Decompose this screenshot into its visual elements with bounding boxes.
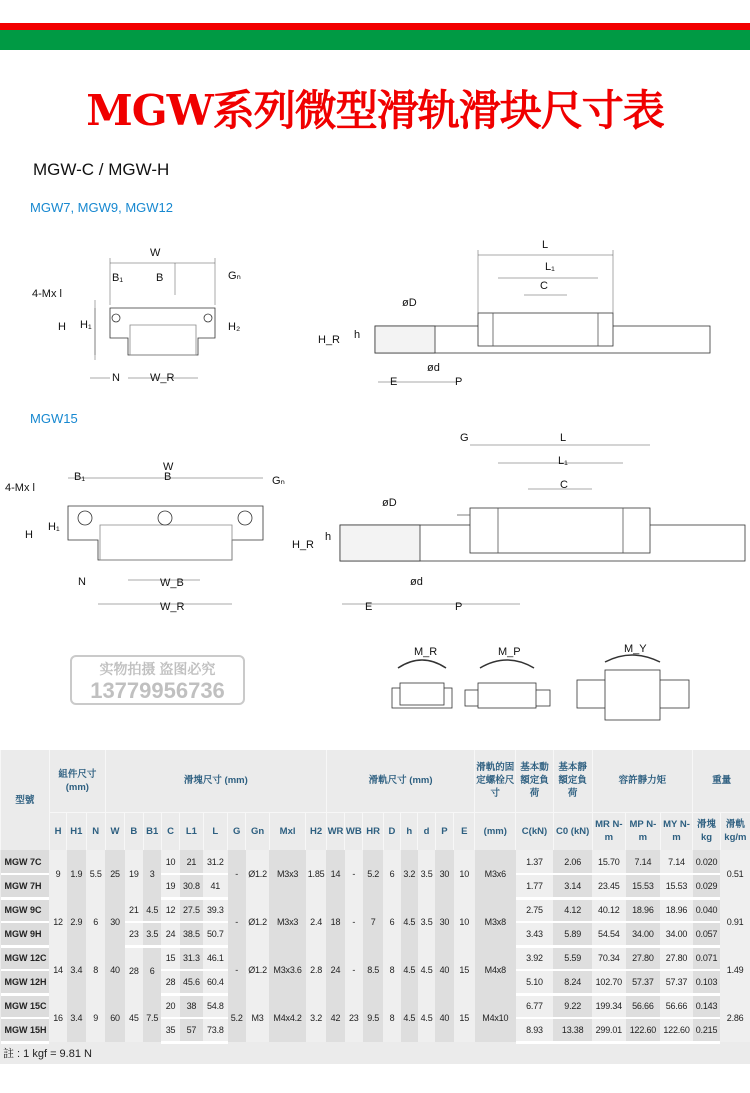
value-cell: 38.5 (180, 922, 203, 946)
value-cell: 30 (435, 850, 453, 898)
value-cell: M3 (246, 994, 269, 1042)
dimension-label: W (150, 247, 161, 259)
dimension-label: M_R (414, 646, 438, 658)
value-cell: 3.5 (143, 922, 161, 946)
spec-table (0, 750, 750, 1044)
subheader-cell: P (435, 812, 453, 850)
value-cell: 5.89 (553, 922, 592, 946)
dimension-label: H₁ (48, 521, 60, 533)
value-cell: - (228, 946, 246, 994)
dimension-label: G (460, 432, 469, 444)
subheader-cell: L1 (180, 812, 203, 850)
value-cell: 2.8 (306, 946, 326, 994)
value-cell: M4x4.2 (269, 994, 306, 1042)
value-cell: 54.8 (203, 994, 227, 1018)
dimension-label: E (365, 601, 373, 613)
value-cell: 0.143 (693, 994, 720, 1018)
watermark (70, 655, 245, 705)
value-cell: 4.12 (553, 898, 592, 922)
value-cell: 24 (326, 946, 344, 994)
subheader-cell: G (228, 812, 246, 850)
col-stat: 基本靜額定負荷 (553, 750, 592, 812)
value-cell: 0.071 (693, 946, 720, 970)
col-assembly: 組件尺寸 (mm) (49, 750, 105, 812)
model-cell: MGW 9C (1, 898, 50, 922)
value-cell: 3.5 (418, 850, 435, 898)
subheader-cell: H (49, 812, 66, 850)
table-row (1, 898, 750, 922)
drawing-mgw7-front (90, 258, 215, 378)
value-cell: 0.040 (693, 898, 720, 922)
value-cell: 3.92 (516, 946, 554, 970)
value-cell: 34.00 (660, 922, 693, 946)
value-cell: 7.14 (660, 850, 693, 874)
value-cell: 3.2 (401, 850, 418, 898)
dimension-label: L (560, 432, 567, 444)
dimension-label: B₁ (112, 272, 124, 284)
value-cell: 27.5 (180, 898, 203, 922)
subheader-cell: C (161, 812, 179, 850)
value-cell: 122.60 (626, 1018, 661, 1042)
value-cell: 8.93 (516, 1018, 554, 1042)
value-cell: M4x8 (475, 946, 516, 994)
value-cell: 40.12 (592, 898, 626, 922)
value-cell: 12 (49, 898, 66, 946)
value-cell: 0.215 (693, 1018, 720, 1042)
col-block: 滑塊尺寸 (mm) (105, 750, 326, 812)
value-cell: 15.53 (660, 874, 693, 898)
value-cell: 56.66 (660, 994, 693, 1018)
value-cell: 40 (435, 946, 453, 994)
value-cell: 19 (125, 850, 143, 898)
value-cell: 7.14 (626, 850, 661, 874)
value-cell: 0.029 (693, 874, 720, 898)
subheader-cell: H2 (306, 812, 326, 850)
dimension-label: H (25, 529, 33, 541)
dimension-label: M_Y (624, 643, 647, 655)
dimension-label: H (58, 321, 66, 333)
value-cell: 5.2 (363, 850, 383, 898)
dimension-label: h (354, 329, 361, 341)
subheader-cell: B (125, 812, 143, 850)
dimension-label: h (325, 531, 332, 543)
value-cell: Ø1.2 (246, 850, 269, 898)
value-cell: 24 (161, 922, 179, 946)
value-cell: 15.70 (592, 850, 626, 874)
subheader-cell: H1 (67, 812, 86, 850)
value-cell: 1.85 (306, 850, 326, 898)
subheader-cell: B1 (143, 812, 161, 850)
col-model: 型號 (1, 750, 50, 850)
dimension-label: H_R (318, 334, 341, 346)
value-cell: 1.49 (720, 946, 750, 994)
value-cell: 54.54 (592, 922, 626, 946)
dimension-label: Gₙ (272, 475, 285, 487)
dimension-label: Gₙ (228, 270, 241, 282)
dimension-label: P (455, 601, 463, 613)
value-cell: 9.5 (363, 994, 383, 1042)
value-cell: 3.4 (67, 946, 86, 994)
value-cell: M4x10 (475, 994, 516, 1042)
value-cell: 60 (105, 994, 124, 1042)
value-cell: - (345, 946, 363, 994)
unit-note: 註 : 1 kgf = 9.81 N (0, 1044, 750, 1064)
subheader-cell: 滑塊 kg (693, 812, 720, 850)
value-cell: 2.06 (553, 850, 592, 874)
value-cell: 3.2 (306, 994, 326, 1042)
value-cell: 8 (383, 994, 400, 1042)
value-cell: 2.4 (306, 898, 326, 946)
table-row (1, 994, 750, 1018)
value-cell: 0.91 (720, 898, 750, 946)
value-cell: 1.77 (516, 874, 554, 898)
value-cell: 9.22 (553, 994, 592, 1018)
value-cell: 46.1 (203, 946, 227, 970)
value-cell: - (345, 898, 363, 946)
dimension-label: H_R (292, 539, 315, 551)
value-cell: 0.020 (693, 850, 720, 874)
value-cell: 13.38 (553, 1018, 592, 1042)
group-label-15: MGW15 (30, 411, 78, 426)
value-cell: 18 (326, 898, 344, 946)
col-rail: 滑軌尺寸 (mm) (326, 750, 475, 812)
value-cell: 20 (161, 994, 179, 1018)
value-cell: 4.5 (401, 946, 418, 994)
subheader-cell: MP N-m (626, 812, 661, 850)
model-cell: MGW 12C (1, 946, 50, 970)
value-cell: 0.51 (720, 850, 750, 898)
value-cell: 0.103 (693, 970, 720, 994)
dimension-label: C (540, 280, 548, 292)
col-bolt: 滑軌的固定螺栓尺寸 (475, 750, 516, 812)
subheader-cell: WB (345, 812, 363, 850)
value-cell: 30 (435, 898, 453, 946)
model-cell: MGW 15H (1, 1018, 50, 1042)
value-cell: 5.10 (516, 970, 554, 994)
value-cell: 4.5 (418, 994, 435, 1042)
subheader-cell: N (86, 812, 105, 850)
dimension-label: W_R (150, 372, 175, 384)
value-cell: 73.8 (203, 1018, 227, 1042)
value-cell: 31.2 (203, 850, 227, 874)
value-cell: 5.5 (86, 850, 105, 898)
value-cell: 3 (143, 850, 161, 898)
value-cell: 15 (454, 994, 475, 1042)
value-cell: 2.9 (67, 898, 86, 946)
value-cell: 21 (180, 850, 203, 874)
col-dyn: 基本動額定負荷 (516, 750, 554, 812)
dimension-label: L₁ (545, 261, 555, 273)
value-cell: M3x6 (475, 850, 516, 898)
dimension-label: øD (402, 297, 417, 309)
subheader-cell: W (105, 812, 124, 850)
dimension-label: 4-Mx l (32, 288, 62, 300)
value-cell: 4.5 (401, 994, 418, 1042)
value-cell: 6 (383, 850, 400, 898)
value-cell: 70.34 (592, 946, 626, 970)
value-cell: 8.5 (363, 946, 383, 994)
value-cell: 18.96 (626, 898, 661, 922)
value-cell: 8 (383, 946, 400, 994)
value-cell: 12 (161, 898, 179, 922)
series-subtitle: MGW-C / MGW-H (33, 160, 170, 179)
value-cell: 6.77 (516, 994, 554, 1018)
value-cell: 30 (105, 898, 124, 946)
col-weight: 重量 (693, 750, 750, 812)
subheader-cell: h (401, 812, 418, 850)
value-cell: 21 (125, 898, 143, 922)
value-cell: 15.53 (626, 874, 661, 898)
dimension-label: ød (410, 576, 423, 588)
group-label-small: MGW7, MGW9, MGW12 (30, 200, 173, 215)
value-cell: 27.80 (626, 946, 661, 970)
table-row (1, 850, 750, 874)
value-cell: 4.5 (143, 898, 161, 922)
subheader-cell: d (418, 812, 435, 850)
dimension-label: 4-Mx l (5, 482, 35, 494)
value-cell: M3x3.6 (269, 946, 306, 994)
model-cell: MGW 9H (1, 922, 50, 946)
dimension-label: L (542, 239, 549, 251)
dimension-label: øD (382, 497, 397, 509)
dimension-label: M_P (498, 646, 521, 658)
value-cell: 30.8 (180, 874, 203, 898)
value-cell: 23 (125, 922, 143, 946)
subheader-cell: MY N-m (660, 812, 693, 850)
moment-icons (392, 655, 689, 720)
subheader-cell: Mxl (269, 812, 306, 850)
value-cell: 50.7 (203, 922, 227, 946)
value-cell: 23.45 (592, 874, 626, 898)
value-cell: - (228, 898, 246, 946)
subheader-cell: WR (326, 812, 344, 850)
value-cell: 7 (363, 898, 383, 946)
value-cell: 56.66 (626, 994, 661, 1018)
value-cell: - (228, 850, 246, 898)
value-cell: 7.5 (143, 994, 161, 1042)
value-cell: 15 (161, 946, 179, 970)
value-cell: 27.80 (660, 946, 693, 970)
subheader-cell: 滑軌 kg/m (720, 812, 750, 850)
model-cell: MGW 12H (1, 970, 50, 994)
value-cell: 3.14 (553, 874, 592, 898)
drawing-mgw15-side (340, 445, 745, 604)
value-cell: 8.24 (553, 970, 592, 994)
dimension-label: W (163, 461, 174, 473)
dimension-label: C (560, 479, 568, 491)
value-cell: 35 (161, 1018, 179, 1042)
dimension-label: N (112, 372, 120, 384)
value-cell: 45 (125, 994, 143, 1042)
value-cell: - (345, 850, 363, 898)
subheader-cell: L (203, 812, 227, 850)
value-cell: 39.3 (203, 898, 227, 922)
value-cell: 42 (326, 994, 344, 1042)
value-cell: 6 (86, 898, 105, 946)
value-cell: 41 (203, 874, 227, 898)
value-cell: M3x3 (269, 898, 306, 946)
value-cell: 25 (105, 850, 124, 898)
value-cell: 28 (161, 970, 179, 994)
value-cell: Ø1.2 (246, 898, 269, 946)
value-cell: M3x3 (269, 850, 306, 898)
subheader-cell: HR (363, 812, 383, 850)
value-cell: 14 (49, 946, 66, 994)
dimension-label: ød (427, 362, 440, 374)
dimension-label: H₁ (80, 319, 92, 331)
dimension-label: N (78, 576, 86, 588)
value-cell: 6 (143, 946, 161, 994)
value-cell: 3.43 (516, 922, 554, 946)
value-cell: 10 (161, 850, 179, 874)
value-cell: Ø1.2 (246, 946, 269, 994)
value-cell: 28 (125, 946, 143, 994)
value-cell: 18.96 (660, 898, 693, 922)
subheader-cell: C0 (kN) (553, 812, 592, 850)
value-cell: 57 (180, 1018, 203, 1042)
value-cell: 1.37 (516, 850, 554, 874)
subheader-cell: E (454, 812, 475, 850)
value-cell: 1.9 (67, 850, 86, 898)
value-cell: 38 (180, 994, 203, 1018)
model-cell: MGW 7H (1, 874, 50, 898)
subheader-cell: Gn (246, 812, 269, 850)
value-cell: 5.59 (553, 946, 592, 970)
value-cell: 3.5 (418, 898, 435, 946)
value-cell: 9 (49, 850, 66, 898)
value-cell: 0.057 (693, 922, 720, 946)
dimension-label: P (455, 376, 463, 388)
drawing-mgw7-side (375, 250, 710, 382)
value-cell: 199.34 (592, 994, 626, 1018)
col-moment: 容許靜力矩 (592, 750, 693, 812)
value-cell: 14 (326, 850, 344, 898)
watermark-phone: 13779956736 (90, 678, 225, 703)
value-cell: 5.2 (228, 994, 246, 1042)
subheader-cell: D (383, 812, 400, 850)
value-cell: M3x8 (475, 898, 516, 946)
value-cell: 8 (86, 946, 105, 994)
model-cell: MGW 15C (1, 994, 50, 1018)
value-cell: 9 (86, 994, 105, 1042)
table-section (0, 750, 750, 1064)
value-cell: 23 (345, 994, 363, 1042)
value-cell: 3.4 (67, 994, 86, 1042)
value-cell: 34.00 (626, 922, 661, 946)
value-cell: 40 (105, 946, 124, 994)
value-cell: 45.6 (180, 970, 203, 994)
dimension-label: B₁ (74, 471, 86, 483)
value-cell: 19 (161, 874, 179, 898)
value-cell: 57.37 (626, 970, 661, 994)
value-cell: 40 (435, 994, 453, 1042)
value-cell: 122.60 (660, 1018, 693, 1042)
value-cell: 299.01 (592, 1018, 626, 1042)
value-cell: 4.5 (418, 946, 435, 994)
dimension-label: B (156, 272, 164, 284)
value-cell: 6 (383, 898, 400, 946)
value-cell: 15 (454, 946, 475, 994)
value-cell: 16 (49, 994, 66, 1042)
model-cell: MGW 7C (1, 850, 50, 874)
value-cell: 102.70 (592, 970, 626, 994)
page-title: MGW系列微型滑轨滑块尺寸表 (86, 86, 664, 135)
subheader-cell: MR N-m (592, 812, 626, 850)
value-cell: 57.37 (660, 970, 693, 994)
value-cell: 60.4 (203, 970, 227, 994)
value-cell: 4.5 (401, 898, 418, 946)
subheader-cell: (mm) (475, 812, 516, 850)
dimension-label: L₁ (558, 455, 568, 467)
table-row (1, 946, 750, 970)
watermark-text: 实物拍摄 盗图必究 (99, 661, 216, 677)
dimension-label: H₂ (228, 321, 241, 333)
dimension-label: W_R (160, 601, 185, 613)
dimension-label: E (390, 376, 398, 388)
value-cell: 2.86 (720, 994, 750, 1042)
value-cell: 10 (454, 850, 475, 898)
dimension-label: W_B (160, 577, 184, 589)
value-cell: 2.75 (516, 898, 554, 922)
subheader-cell: C(kN) (516, 812, 554, 850)
value-cell: 10 (454, 898, 475, 946)
dimension-label: B (164, 471, 172, 483)
value-cell: 31.3 (180, 946, 203, 970)
